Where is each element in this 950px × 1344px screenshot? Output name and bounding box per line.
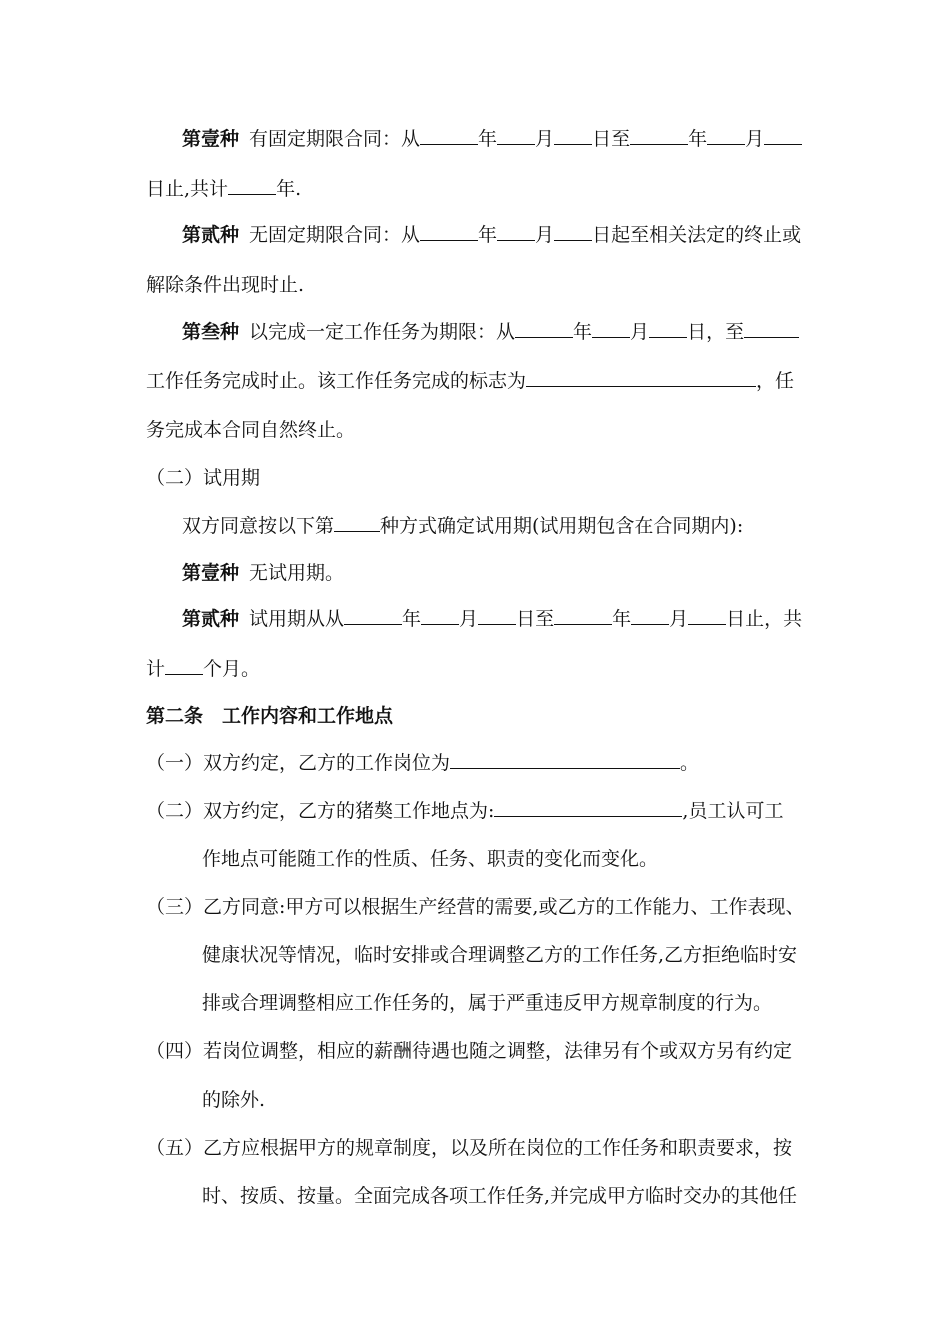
blank-month[interactable]: [707, 127, 745, 145]
day-to-label: 日至: [516, 608, 555, 630]
probation-intro: [182, 514, 743, 538]
item-text: 若岗位调整，相应的薪酬待遇也随之调整，法律另有个或双方另有约定: [203, 1040, 793, 1062]
day-end-label: 日止，共: [726, 608, 803, 630]
article2-item4-line1: [146, 1039, 792, 1063]
month-label: 月: [459, 608, 479, 630]
probation-section-title: （二）试用期: [146, 467, 261, 489]
blank-year[interactable]: [554, 607, 612, 625]
month-label: 月: [745, 128, 765, 150]
term-open-text: 无固定期限合同：从: [249, 224, 421, 246]
blank-month[interactable]: [592, 320, 630, 338]
article2-title: 第二条 工作内容和工作地点: [146, 705, 394, 727]
blank-job-position[interactable]: [450, 751, 680, 769]
item-number: （四）: [146, 1040, 204, 1062]
blank-years-total[interactable]: [228, 177, 276, 195]
article2-item3-line1: [146, 895, 804, 919]
year-end-label: 年.: [276, 178, 302, 200]
term-task-line1: [182, 320, 799, 344]
probation-opt2-heading: 第贰种: [182, 608, 240, 630]
item-text: 乙方同意:甲方可以根据生产经营的需要,或乙方的工作能力、工作表现、: [203, 896, 805, 918]
blank-year[interactable]: [420, 223, 478, 241]
year-label: 年: [402, 608, 422, 630]
day-label: 日至: [592, 128, 631, 150]
probation-intro-a: 双方同意按以下第: [182, 515, 335, 537]
blank-day[interactable]: [554, 127, 592, 145]
article2-item2-line1: [146, 799, 783, 823]
probation-opt2-text: 试用期从从: [249, 608, 345, 630]
year-label: 年: [478, 224, 498, 246]
item-number: （一）: [146, 752, 204, 774]
term-task-heading: 第叁种: [182, 321, 240, 343]
term-task-mark-tail: ，任: [756, 370, 795, 392]
blank-year[interactable]: [515, 320, 573, 338]
item-number: （三）: [146, 896, 204, 918]
article2-item3-line2: 健康状况等情况，临时安排或合理调整乙方的工作任务,乙方拒绝临时安: [202, 944, 798, 966]
blank-day[interactable]: [649, 320, 687, 338]
blank-day[interactable]: [554, 223, 592, 241]
month-label: 月: [535, 128, 555, 150]
term-fixed-heading: 第壹种: [182, 128, 240, 150]
probation-total-label: 计: [146, 658, 166, 680]
blank-month[interactable]: [497, 127, 535, 145]
blank-months[interactable]: [165, 657, 203, 675]
item-text: 双方约定，乙方的猪獒工作地点为:: [203, 800, 495, 822]
article2-item5-line2: 时、按质、按量。全面完成各项工作任务,并完成甲方临时交办的其他任: [202, 1185, 798, 1207]
blank-month[interactable]: [497, 223, 535, 241]
month-label: 月: [630, 321, 650, 343]
year-label: 年: [688, 128, 708, 150]
probation-months-label: 个月。: [203, 658, 261, 680]
year-label: 年: [612, 608, 632, 630]
blank-year[interactable]: [420, 127, 478, 145]
term-fixed-line2: [146, 177, 301, 201]
blank-day[interactable]: [764, 127, 802, 145]
year-label: 年: [478, 128, 498, 150]
item-number: （五）: [146, 1137, 204, 1159]
article2-item4-line2: 的除外.: [202, 1089, 266, 1111]
blank-option-number[interactable]: [334, 514, 380, 532]
term-task-text: 以完成一定工作任务为期限：从: [249, 321, 516, 343]
probation-option1: [182, 561, 344, 585]
total-label: 共计: [190, 178, 229, 200]
month-label: 月: [535, 224, 555, 246]
day-to-label: 日，至: [687, 321, 745, 343]
article2-item1: [146, 751, 699, 775]
item-number: （二）: [146, 800, 204, 822]
term-task-line2: [146, 369, 794, 393]
blank-day[interactable]: [688, 607, 726, 625]
probation-option2-line1: [182, 607, 802, 631]
blank-end[interactable]: [744, 320, 799, 338]
term-open-rest: 日起至相关法定的终止或: [592, 224, 802, 246]
article2-item3-line3: 排或合理调整相应工作任务的，属于严重违反甲方规章制度的行为。: [202, 992, 773, 1014]
probation-opt1-text: 无试用期。: [249, 562, 345, 584]
probation-option2-line2: [146, 657, 260, 681]
blank-day[interactable]: [478, 607, 516, 625]
term-task-line3: 务完成本合同自然终止。: [146, 419, 356, 441]
article2-item5-line1: [146, 1136, 792, 1160]
article2-item2-line2: 作地点可能随工作的性质、任务、职责的变化而变化。: [202, 848, 659, 870]
term-open-line1: [182, 223, 801, 247]
blank-work-location[interactable]: [494, 799, 682, 817]
year-label: 年: [573, 321, 593, 343]
blank-completion-mark[interactable]: [526, 369, 756, 387]
blank-month[interactable]: [421, 607, 459, 625]
blank-year[interactable]: [630, 127, 688, 145]
probation-intro-b: 种方式确定试用期(试用期包含在合同期内):: [380, 515, 744, 537]
item-text: ,员工认可工: [682, 800, 784, 822]
item-text: 乙方应根据甲方的规章制度，以及所在岗位的工作任务和职责要求，按: [203, 1137, 793, 1159]
term-fixed-text: 有固定期限合同：从: [249, 128, 421, 150]
item-text: 。: [680, 752, 700, 774]
term-open-heading: 第贰种: [182, 224, 240, 246]
month-label: 月: [669, 608, 689, 630]
blank-year[interactable]: [344, 607, 402, 625]
probation-opt1-heading: 第壹种: [182, 562, 240, 584]
term-task-mark-text: 工作任务完成时止。该工作任务完成的标志为: [146, 370, 527, 392]
item-text: 双方约定，乙方的工作岗位为: [203, 752, 451, 774]
blank-month[interactable]: [631, 607, 669, 625]
term-fixed-line1: [182, 127, 802, 151]
day-end-label: 日止,: [146, 178, 191, 200]
term-open-line2: 解除条件出现时止.: [146, 274, 305, 296]
